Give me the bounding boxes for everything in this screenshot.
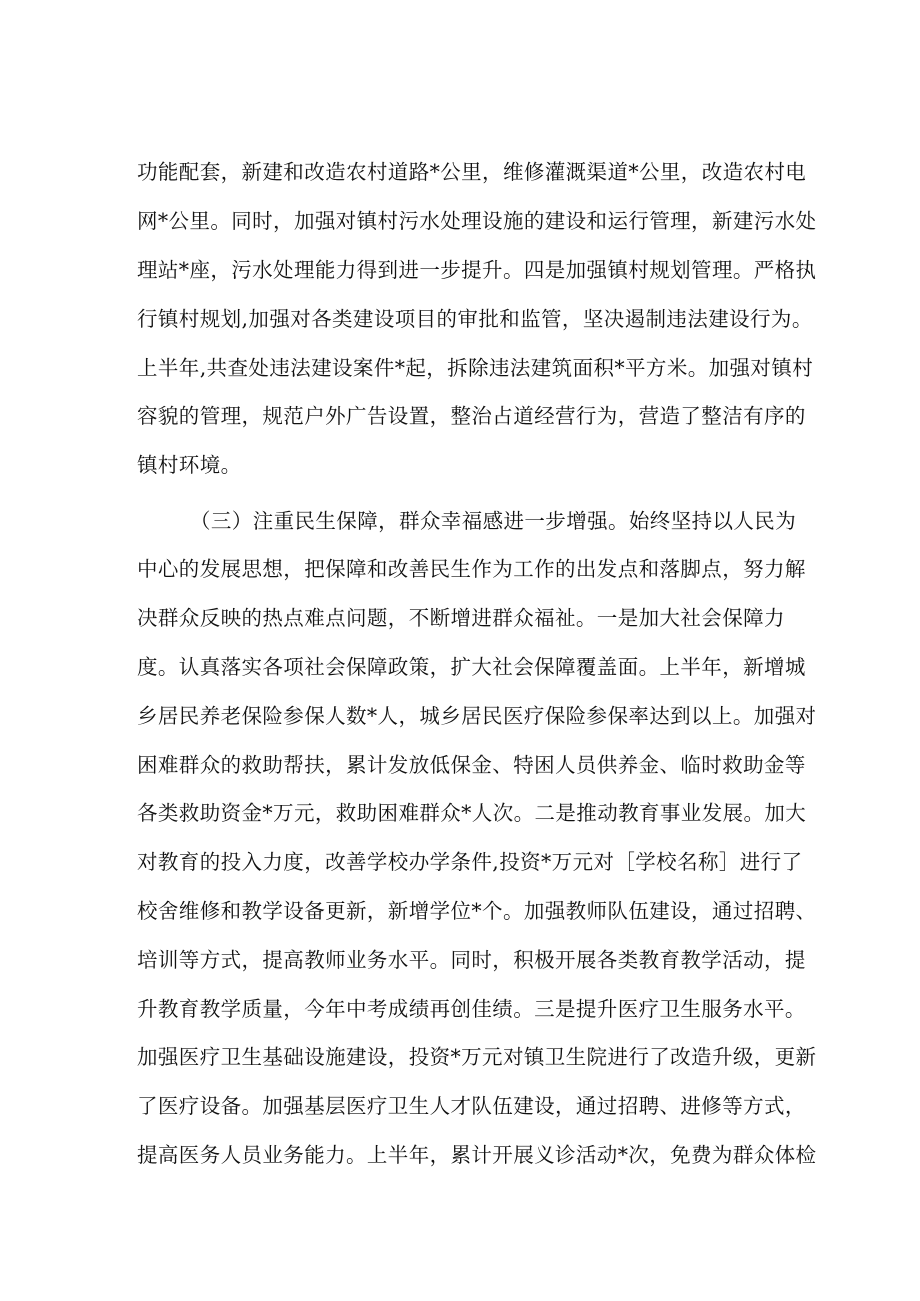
paragraph-line: 培训等方式，提高教师业务水平。同时，积极开展各类教育教学活动，提	[137, 948, 806, 972]
paragraph-line: 加强医疗卫生基础设施建设，投资*万元对镇卫生院进行了改造升级，更新	[137, 1045, 817, 1069]
paragraph-line: 度。认真落实各项社会保障政策，扩大社会保障覆盖面。上半年，新增城	[137, 655, 806, 679]
paragraph-line: 乡居民养老保险参保人数*人，城乡居民医疗保险参保率达到以上。加强对	[137, 704, 817, 728]
paragraph-line: 功能配套，新建和改造农村道路*公里，维修灌溉渠道*公里，改造农村电	[137, 160, 807, 184]
section-heading-line: （三）注重民生保障，群众幸福感进一步增强。始终坚持以人民为	[190, 509, 797, 533]
paragraph-line: 对教育的投入力度，改善学校办学条件,投资*万元对［学校名称］进行了	[137, 850, 803, 874]
paragraph-line: 提高医务人员业务能力。上半年，累计开展义诊活动*次，免费为群众体检	[137, 1143, 817, 1167]
paragraph-line: 各类救助资金*万元，救助困难群众*人次。二是推动教育事业发展。加大	[137, 801, 807, 825]
paragraph-line: 校舍维修和教学设备更新，新增学位*个。加强教师队伍建设，通过招聘、	[137, 899, 817, 923]
paragraph-line: 困难群众的救助帮扶，累计发放低保金、特困人员供养金、临时救助金等	[137, 753, 806, 777]
paragraph-line: 镇村环境。	[137, 453, 242, 477]
paragraph-line: 中心的发展思想，把保障和改善民生作为工作的出发点和落脚点，努力解	[137, 557, 806, 581]
paragraph-line: 决群众反映的热点难点问题，不断增进群众福祉。一是加大社会保障力	[137, 606, 785, 630]
paragraph-line: 容貌的管理，规范户外广告设置，整治占道经营行为，营造了整洁有序的	[137, 404, 806, 428]
paragraph-line: 网*公里。同时，加强对镇村污水处理设施的建设和运行管理，新建污水处	[137, 209, 817, 233]
paragraph-line: 升教育教学质量，今年中考成绩再创佳绩。三是提升医疗卫生服务水平。	[137, 997, 806, 1021]
paragraph-line: 理站*座，污水处理能力得到进一步提升。四是加强镇村规划管理。严格执	[137, 258, 817, 282]
paragraph-line: 了医疗设备。加强基层医疗卫生人才队伍建设，通过招聘、进修等方式，	[137, 1094, 806, 1118]
paragraph-line: 上半年,共查处违法建设案件*起，拆除违法建筑面积*平方米。加强对镇村	[137, 356, 814, 380]
paragraph-line: 行镇村规划,加强对各类建设项目的审批和监管，坚决遏制违法建设行为。	[137, 307, 813, 331]
